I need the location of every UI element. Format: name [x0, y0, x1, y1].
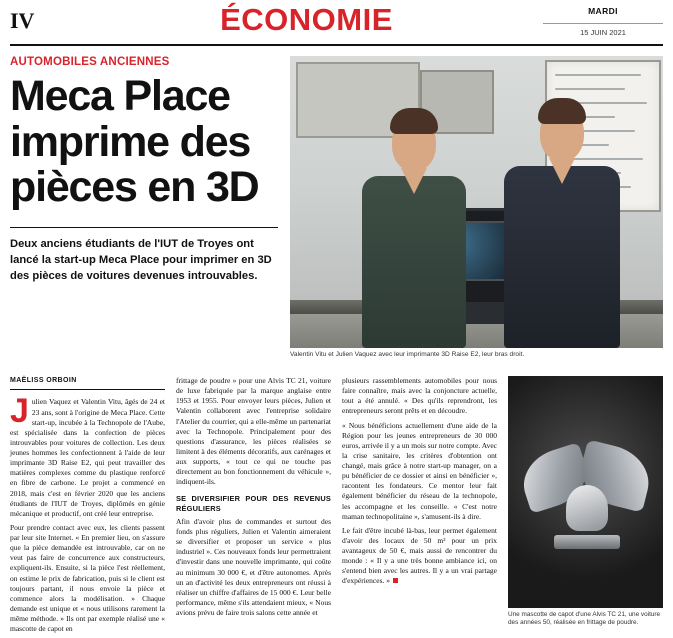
- page-number: IV: [10, 8, 35, 33]
- paragraph: Pour prendre contact avec eux, les clients passent par leur site Internet. « En premier lieu, on s'assure que la pièce demandée est introuvable, car on ne veut pas faire de concurrence aux constructeurs, expliquent-ils. Ensuite, si la pièce l'est réellement, on estime le prix de fabrication, puis si le client est toujours partant, il nous envoie la pièce et commence alors la modélisation. » Chaque demande est unique et « nous utilisons rarement la même méthode. » Ils ont par exemple réalisé une « mascotte de capot en: [10, 522, 165, 634]
- photo-person-right: [504, 102, 620, 348]
- body-column-1: [10, 376, 165, 638]
- paragraph-text: ulien Vaquez et Valentin Vitu, âgés de 24 et 23 ans, sont à l'origine de Meca Place. Cette start-up, incubée à la Technopole de l'Aube, est spécialisée dans la confection de pièces introuvables pour voitures de collection. Les deux jeunes hommes les confectionnent à l'aide de leur imprimante 3D Raise E2, qui peut travailler des matières complexes comme du plastique renforcé en fibre de carbone. Le projet a commencé en 2018, mais c'est en février 2020 que les anciens étudiants de l'IUT de Troyes, diplômés en génie mécanique et productif, ont créé leur entreprise.: [10, 397, 165, 518]
- headline-column: [10, 56, 278, 366]
- article-kicker: AUTOMOBILES ANCIENNES: [10, 56, 170, 68]
- body-column-3: [342, 376, 497, 638]
- secondary-photo-block: [508, 376, 663, 638]
- paragraph-text: Le fait d'être incubé là-bas, leur permet également d'avoir des locaux de 50 m² pour un prix avantageux de 50 €, mais aussi de rencontrer du monde : « Il y a une très bonne ambiance ici, on s'entend bien avec les autres. Il y a un vrai partage d'expériences. »: [342, 525, 497, 586]
- date-block: [543, 0, 663, 37]
- secondary-photo: [508, 376, 663, 608]
- ornament-base: [554, 535, 620, 549]
- paragraph: frittage de poudre » pour une Alvis TC 21, voiture de luxe fabriquée par la marque anglaise entre 1953 et 1955. Pour envoyer leurs pièces, Julien et Valentin collaborent avec l'entreprise solidaire l'Atelier du courrier, qui a elle-même un partenariat avec la Technopole. Principalement pour des questions d'assurance, les pièces réalisées se limitent à des éléments décoratifs, aux carénages et aux supports, « tout ce qui ne touche pas directement au bon fonctionnement du véhicule », indiquent-ils.: [176, 376, 331, 487]
- article-headline: Meca Place imprime des pièces en 3D: [10, 72, 259, 212]
- ornament-body: [566, 485, 608, 531]
- body-column-2: [176, 376, 331, 638]
- main-photo-block: [290, 56, 663, 366]
- hood-ornament-graphic: [520, 445, 652, 549]
- section-title: ÉCONOMIE: [220, 2, 393, 37]
- article-standfirst: Deux anciens étudiants de l'IUT de Troyes ont lancé la start-up Meca Place pour imprimer en 3D des pièces de voitures devenues introuvables.: [10, 227, 278, 285]
- article-header-zone: [10, 56, 663, 366]
- paragraph: Afin d'avoir plus de commandes et surtout des fonds plus réguliers, Julien et Valentin aimeraient se diversifier et proposer un service « plus industriel ». Ces nouveaux fonds leur permettraient d'investir dans une nouvelle imprimante, qui coûte au minimum 30 000 €, et d'être autonomes. Après un an d'activité les deux entrepreneurs ont réussi à réaliser un chiffre d'affaires de 15 000 €. Leur belle performance, même s'ils attendaient mieux, « Nous avions prévu de faire trois salons cette année et: [176, 516, 331, 617]
- weekday-label: MARDI: [588, 6, 618, 16]
- drop-cap: J: [10, 392, 29, 431]
- paragraph: plusieurs rassemblements automobiles pour nous faire connaître, mais avec la conjoncture actuelle, tout a été annulé. « Des qu'ils reprendront, les entrepreneurs seront prêts et en découdre.: [342, 376, 497, 416]
- secondary-photo-caption: Une mascotte de capot d'une Alvis TC 21, une voiture des années 50, réalisée en frittage de poudre.: [508, 611, 661, 627]
- paragraph: [10, 392, 165, 519]
- article-body: [10, 376, 663, 638]
- masthead: [10, 0, 663, 46]
- date-label: 15 JUIN 2021: [543, 23, 663, 37]
- main-photo: [290, 56, 663, 348]
- paragraph: « Nous bénéficions actuellement d'une aide de la Région pour les jeunes entrepreneurs de 30 000 euros, arrivée il y a un mois sur notre compte. Avec la crise sanitaire, les critères d'obtention ont changé, mais grâce à notre start-up manager, on a pu bénéficier de ce dossier et ainsi en bénéficier », racontent les fondateurs. Ce mentor leur fait également bénéficier du réseau de la technopole, les accompagne et les conseille. « C'est notre maman technopolitaine », s'amusent-ils à dire.: [342, 420, 497, 521]
- main-photo-caption: Valentin Vitu et Julien Vaquez avec leur imprimante 3D Raise E2, leur bras droit.: [290, 351, 525, 358]
- photo-person-left: [362, 112, 466, 348]
- end-mark: [393, 578, 398, 583]
- byline: MAËLISS ORBOIN: [10, 376, 165, 390]
- section-subhead: SE DIVERSIFIER POUR DES REVENUS RÉGULIERS: [176, 494, 331, 513]
- paragraph: [342, 526, 497, 587]
